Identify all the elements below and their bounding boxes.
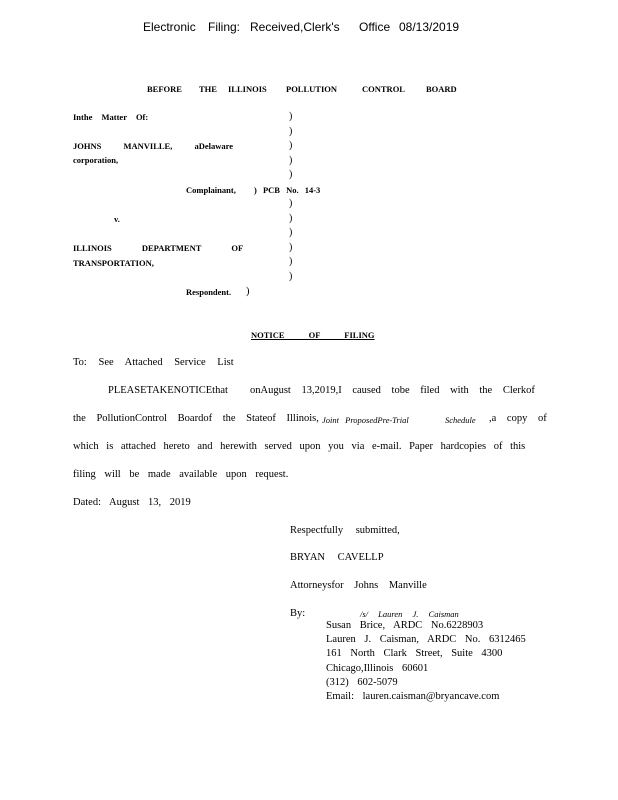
paren: ) [289,212,293,224]
header-filing: Filing: [208,20,241,34]
header-date: 08/13/2019 [399,20,460,34]
e-signature: /s/ Lauren J. Caisman [360,609,459,619]
paren: ) [289,125,293,137]
complainant-role: Complainant, [186,185,236,195]
respondent-name-cont: TRANSPORTATION, [73,258,154,268]
dated-line: Dated: August 13, 2019 [73,497,191,508]
paren: ) [289,154,293,166]
board-title-word: THE [199,84,217,94]
phone: (312) 602-5079 [326,676,398,688]
caption-parens-top [289,110,292,183]
complainant-name-cont: corporation, [73,155,119,165]
paren: ) [289,111,293,122]
to-line: To: See Attached Service List [73,357,234,368]
complainant-name: JOHNS MANVILLE, aDelaware [73,141,234,151]
body-line1b: onAugust 13,2019,I caused tobe filed with the Clerkof [250,385,535,396]
header-electronic: Electronic [143,20,196,34]
attorney-2: Lauren J. Caisman, ARDC No. 6312465 [326,634,526,646]
board-title-word: BEFORE [147,84,182,94]
document-title-italic-2: Schedule [445,415,476,425]
paren: ) [289,256,293,268]
respondent-name: ILLINOIS DEPARTMENT OF [73,243,244,253]
paren: ) [289,198,293,209]
address-city: Chicago,Illinois 60601 [326,662,429,674]
firm-name: BRYAN CAVELLP [290,552,384,563]
board-title-word: POLLUTION [286,84,338,94]
body-line1a: PLEASETAKENOTICEthat [108,385,228,396]
attorney-1: Susan Brice, ARDC No.6228903 [326,620,484,631]
paren: ) [289,270,293,282]
board-title-word: ILLINOIS [228,84,267,94]
by-label: By: [290,608,306,619]
closing: Respectfully submitted, [290,525,400,536]
respondent-role: Respondent. [186,287,232,297]
header-received: Received,Clerk's [250,20,340,34]
body-line4: filing will be made available upon request. [73,469,289,480]
body-line2a: the PollutionControl Boardof the Stateof Illinois, [73,413,319,424]
paren: ) [289,140,293,152]
body-line3: which is attached hereto and herewith served upon you via e-mail. Paper hardcopies of this [73,441,526,452]
address-street: 161 North Clark Street, Suite 4300 [326,648,503,660]
paren: ) [289,241,293,253]
caption-parens-bottom [289,197,292,285]
signature-contact-block [326,619,526,704]
case-number: ) PCB No. 14-3 [254,185,321,195]
board-title-word: CONTROL [362,84,405,94]
body-line2d: ,a copy of [489,413,547,424]
versus: v. [114,214,120,224]
respondent-paren: ) [246,286,250,297]
board-title-word: BOARD [426,84,457,94]
notice-title: NOTICE OF FILING [251,330,375,340]
header-office: Office [359,20,391,34]
attorneys-for: Attorneysfor Johns Manville [290,580,427,591]
email: Email: lauren.caisman@bryancave.com [326,691,500,703]
paren: ) [289,169,293,181]
document-title-italic: Joint ProposedPre-Trial [322,415,409,425]
caption-matter: Inthe Matter Of: [73,112,149,122]
paren: ) [289,227,293,239]
